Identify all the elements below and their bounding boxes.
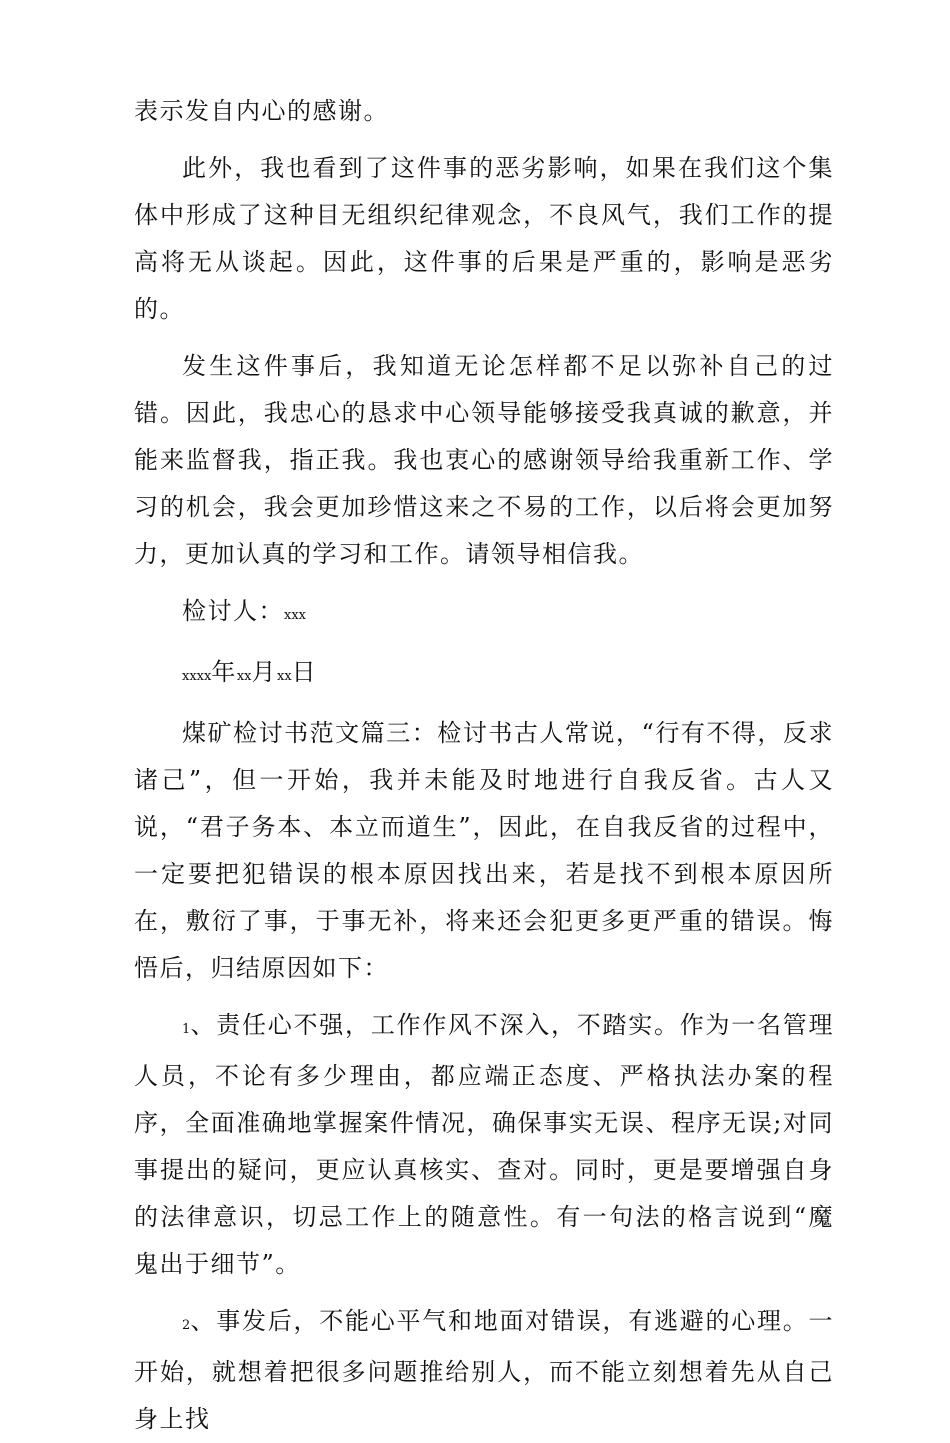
date-line <box>134 649 834 700</box>
paragraph-bad-influence: 此外，我也看到了这件事的恶劣影响，如果在我们这个集体中形成了这种目无组织纪律观念，不良风气，我们工作的提高将无从谈起。因此，这件事的后果是严重的，影响是恶劣的。 <box>134 154 834 323</box>
paragraph-sample-three-intro: 煤矿检讨书范文篇三：检讨书古人常说，“行有不得，反求诸己”，但一开始，我并未能及时地进行自我反省。古人又说，“君子务本、本立而道生”，因此，在自我反省的过程中，一定要把犯错误的根本原因找出来，若是找不到根本原因所在，敷衍了事，于事无补，将来还会犯更多更严重的错误。悔悟后，归结原因如下： <box>134 719 834 982</box>
reason-two-text: 、事发后，不能心平气和地面对错误，有逃避的心理。一开始，就想着把很多问题推给别人，而不能立刻想着先从自己身上找 <box>134 1307 834 1433</box>
list-number-one: 1 <box>182 1022 191 1037</box>
paragraph-thanks-ending: 表示发自内心的感谢。 <box>134 97 389 125</box>
date-day-unit: 日 <box>291 658 318 686</box>
paragraph-reason-one <box>134 1002 834 1288</box>
date-month-value: xx <box>236 669 252 684</box>
date-year-unit: 年 <box>211 658 237 686</box>
signer-line <box>134 588 834 639</box>
document-body <box>134 88 834 1443</box>
date-day-value: xx <box>277 669 292 684</box>
date-year-value: xxxx <box>182 669 212 684</box>
signer-name: xxx <box>284 608 306 623</box>
paragraph-apology-request: 发生这件事后，我知道无论怎样都不足以弥补自己的过错。因此，我忠心的恳求中心领导能够接受我真诚的歉意，并能来监督我，指正我。我也衷心的感谢领导给我重新工作、学习的机会，我会更加珍惜这来之不易的工作，以后将会更加努力，更加认真的学习和工作。请领导相信我。 <box>134 352 834 568</box>
signer-label: 检讨人： <box>182 597 284 625</box>
date-month-unit: 月 <box>251 658 277 686</box>
reason-one-text: 、责任心不强，工作作风不深入，不踏实。作为一名管理人员，不论有多少理由，都应端正态度、严格执法办案的程序，全面准确地掌握案件情况，确保事实无误、程序无误;对同事提出的疑问，更应认真核实、查对。同时，更是要增强自身的法律意识，切忌工作上的随意性。有一句法的格言说到“魔鬼出于细节”。 <box>134 1011 834 1278</box>
list-number-two: 2 <box>182 1318 191 1333</box>
paragraph-reason-two <box>134 1298 834 1443</box>
